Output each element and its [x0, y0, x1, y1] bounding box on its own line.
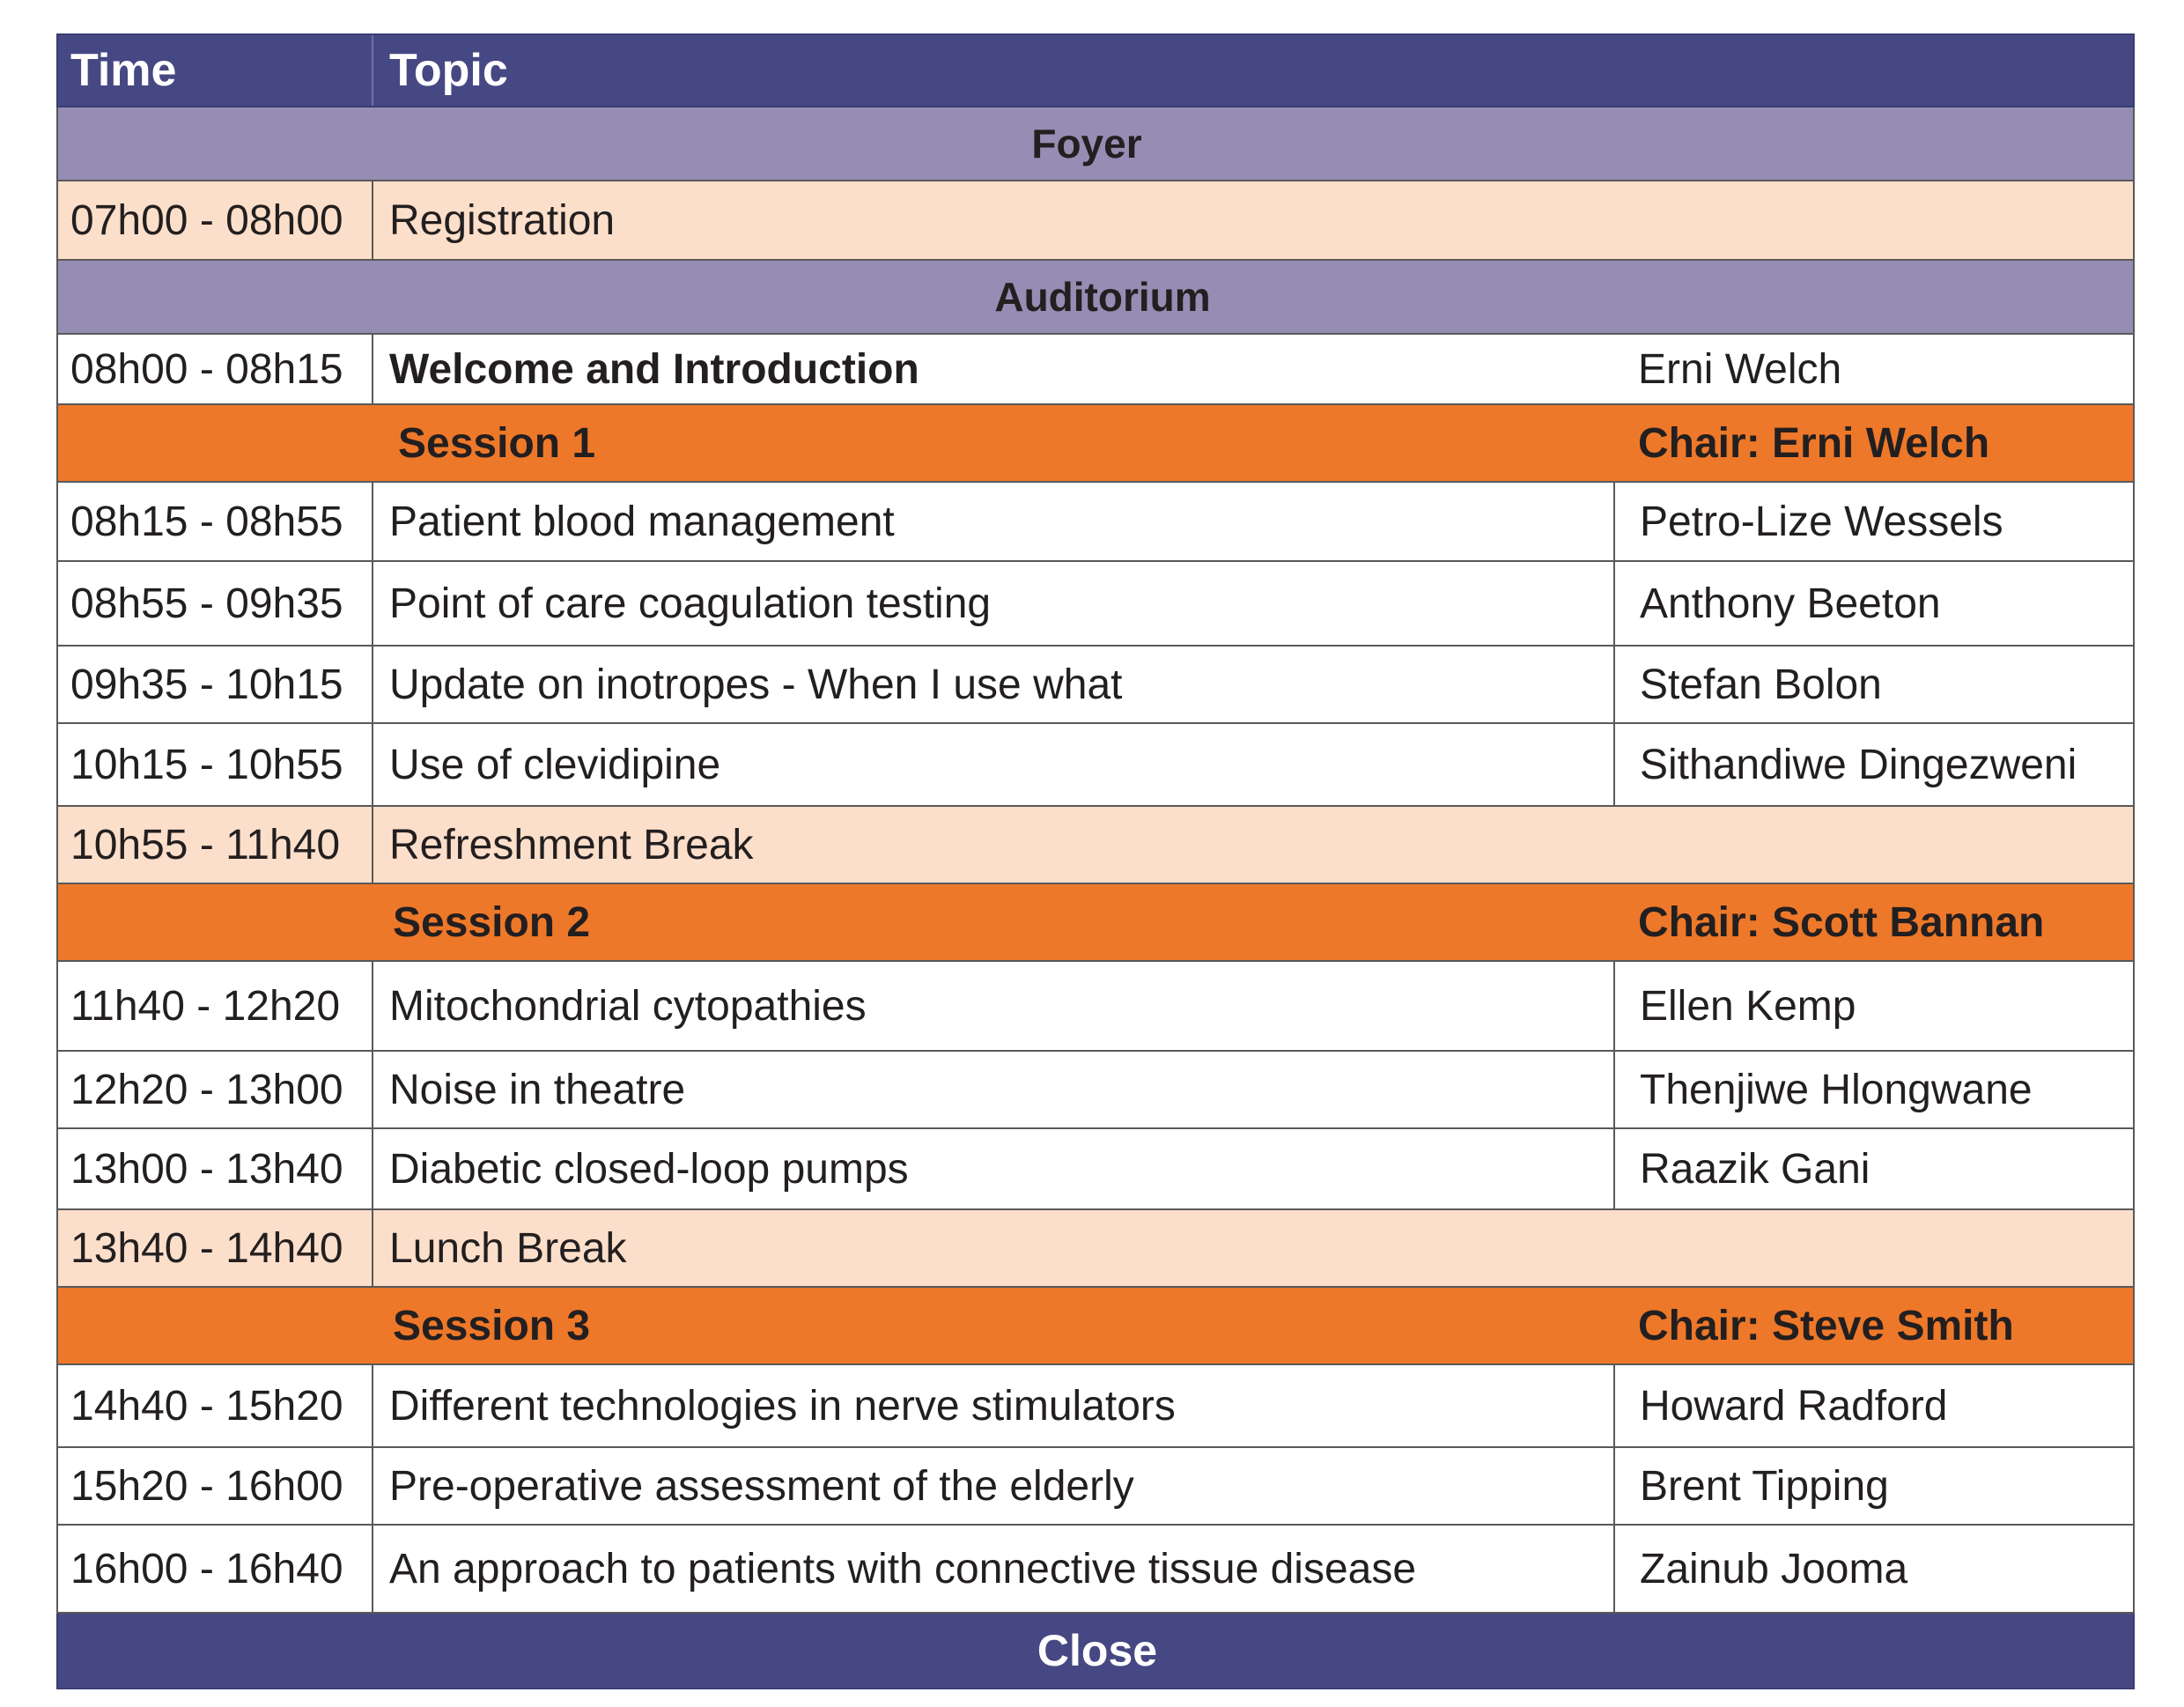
time-cell: 12h20 - 13h00: [70, 1066, 343, 1113]
session-row-2: [56, 884, 2135, 962]
topic-cell: Update on inotropes - When I use what: [372, 647, 1613, 722]
time-cell: 15h20 - 16h00: [70, 1462, 343, 1510]
table-row: [56, 562, 2135, 647]
column-header-time: Time: [70, 45, 177, 96]
conference-schedule-table: [56, 33, 2135, 1689]
speaker-cell: Brent Tipping: [1613, 1448, 2136, 1524]
time-cell: 11h40 - 12h20: [70, 982, 341, 1030]
speaker-cell: Howard Radford: [1613, 1365, 2136, 1446]
table-row: [56, 962, 2135, 1052]
speaker-cell: Petro-Lize Wessels: [1613, 483, 2136, 560]
topic-cell: Welcome and Introduction: [372, 335, 1613, 403]
column-header-topic: Topic: [372, 35, 2136, 106]
session-chair: Chair: Steve Smith: [1638, 1302, 2014, 1349]
topic-cell: Use of clevidipine: [372, 724, 1613, 805]
speaker-cell: Sithandiwe Dingezweni: [1613, 724, 2136, 805]
speaker-cell: Anthony Beeton: [1613, 562, 2136, 645]
topic-cell: Mitochondrial cytopathies: [372, 962, 1613, 1050]
table-row: [56, 1129, 2135, 1210]
table-row-lunch-break: [56, 1210, 2135, 1288]
topic-cell: Pre-operative assessment of the elderly: [372, 1448, 1613, 1524]
venue-row-auditorium: [56, 261, 2135, 335]
speaker-cell: Erni Welch: [1638, 345, 1842, 393]
topic-cell: Diabetic closed-loop pumps: [372, 1129, 1613, 1208]
close-label: Close: [1037, 1626, 1158, 1675]
table-row: [56, 1052, 2135, 1129]
topic-cell: Point of care coagulation testing: [372, 562, 1613, 645]
venue-label-auditorium: Auditorium: [994, 274, 1211, 320]
time-cell: 14h40 - 15h20: [70, 1382, 343, 1430]
table-row: [56, 1526, 2135, 1614]
time-cell: 13h40 - 14h40: [70, 1224, 343, 1272]
topic-cell: Refreshment Break: [372, 807, 2136, 883]
topic-cell: Noise in theatre: [372, 1052, 1613, 1127]
time-cell: 13h00 - 13h40: [70, 1145, 343, 1193]
table-row-registration: [56, 181, 2135, 261]
time-cell: 10h55 - 11h40: [70, 821, 341, 868]
time-cell: 10h15 - 10h55: [70, 741, 343, 788]
table-row: [56, 724, 2135, 807]
table-header-row: [56, 33, 2135, 107]
time-cell: 07h00 - 08h00: [70, 196, 343, 244]
speaker-cell: Ellen Kemp: [1613, 962, 2136, 1050]
session-title: Session 2: [393, 898, 591, 946]
venue-label-foyer: Foyer: [1031, 121, 1142, 166]
table-row: [56, 1365, 2135, 1448]
table-row: [56, 483, 2135, 562]
topic-cell: Different technologies in nerve stimulators: [372, 1365, 1613, 1446]
topic-cell: Lunch Break: [372, 1210, 2136, 1286]
speaker-cell: Stefan Bolon: [1613, 647, 2136, 722]
table-row: [56, 1448, 2135, 1526]
speaker-cell: Zainub Jooma: [1613, 1526, 2136, 1612]
time-cell: 09h35 - 10h15: [70, 661, 343, 708]
session-row-1: [56, 405, 2135, 483]
close-row: [56, 1614, 2135, 1689]
speaker-cell: Raazik Gani: [1613, 1129, 2136, 1208]
table-row-refreshment-break: [56, 807, 2135, 884]
time-cell: 16h00 - 16h40: [70, 1545, 343, 1592]
session-title: Session 1: [398, 419, 596, 467]
topic-cell: An approach to patients with connective tissue disease: [372, 1526, 1613, 1612]
topic-cell: Patient blood management: [372, 483, 1613, 560]
time-cell: 08h15 - 08h55: [70, 498, 343, 545]
speaker-cell: Thenjiwe Hlongwane: [1613, 1052, 2136, 1127]
session-title: Session 3: [393, 1302, 591, 1349]
session-chair: Chair: Erni Welch: [1638, 419, 1990, 467]
time-cell: 08h55 - 09h35: [70, 580, 343, 627]
table-row: [56, 647, 2135, 724]
time-cell: 08h00 - 08h15: [70, 345, 343, 393]
venue-row-foyer: [56, 107, 2135, 181]
session-row-3: [56, 1288, 2135, 1365]
table-row-welcome: [56, 335, 2135, 405]
topic-cell: Registration: [372, 181, 2136, 259]
session-chair: Chair: Scott Bannan: [1638, 898, 2045, 946]
